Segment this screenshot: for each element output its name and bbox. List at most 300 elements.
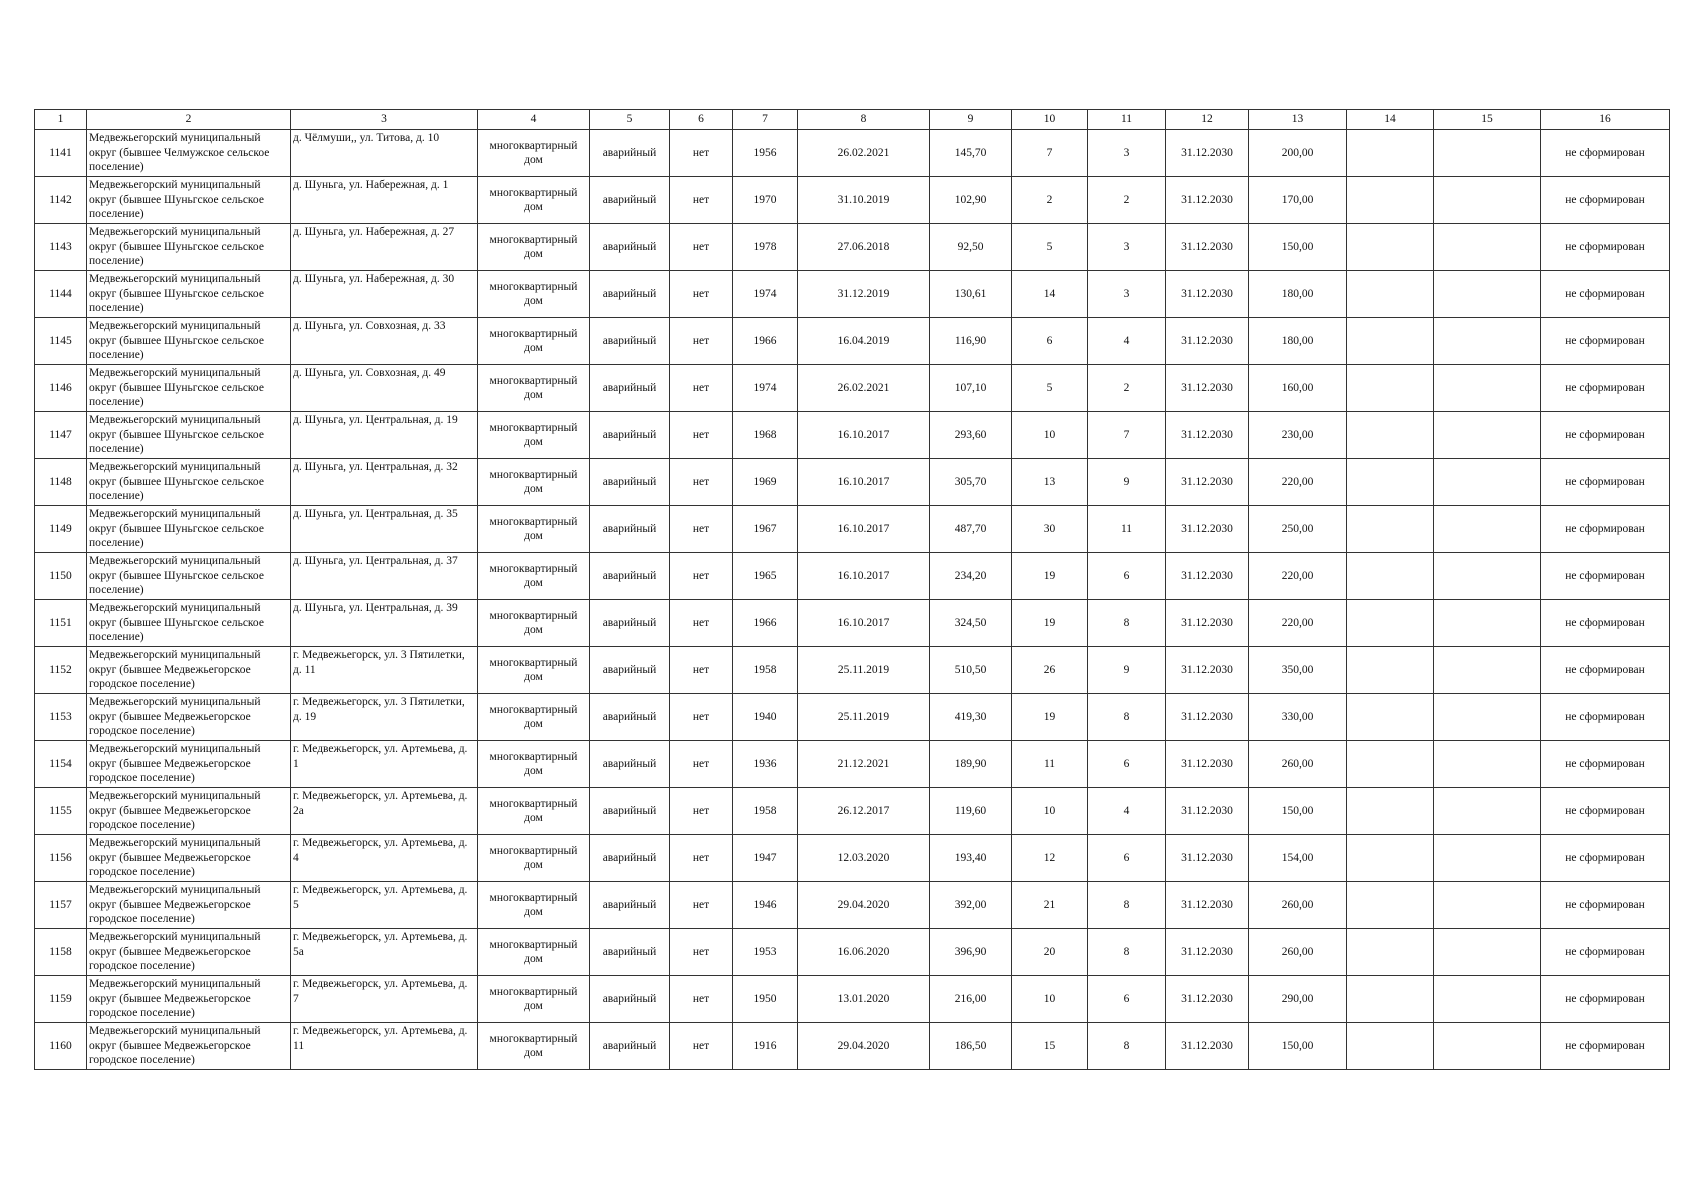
cell-status: не сформирован: [1541, 506, 1670, 553]
cell-resettlement-deadline: 31.12.2030: [1166, 882, 1249, 929]
column-header: 3: [291, 110, 478, 130]
cell-residents: 10: [1012, 412, 1088, 459]
column-header: 7: [733, 110, 798, 130]
cell-municipality: Медвежьегорский муниципальный округ (бывшее Шуньгское сельское поселение): [87, 271, 291, 318]
cell-col-15: [1434, 506, 1541, 553]
cell-row-number: 1142: [35, 177, 87, 224]
cell-municipality: Медвежьегорский муниципальный округ (бывшее Медвежьегорское городское поселение): [87, 976, 291, 1023]
cell-status: не сформирован: [1541, 694, 1670, 741]
cell-flag: нет: [670, 177, 733, 224]
cell-area: 234,20: [930, 553, 1012, 600]
cell-resettlement-deadline: 31.12.2030: [1166, 976, 1249, 1023]
cell-col-15: [1434, 788, 1541, 835]
table-row: [35, 271, 1670, 318]
cell-col-15: [1434, 553, 1541, 600]
cell-building-type: многоквартирный дом: [478, 929, 590, 976]
cell-recognition-date: 16.10.2017: [798, 506, 930, 553]
table-row: [35, 835, 1670, 882]
cell-row-number: 1148: [35, 459, 87, 506]
cell-year-built: 1947: [733, 835, 798, 882]
cell-condition: аварийный: [590, 224, 670, 271]
cell-area: 392,00: [930, 882, 1012, 929]
cell-col-15: [1434, 224, 1541, 271]
cell-residents: 13: [1012, 459, 1088, 506]
cell-condition: аварийный: [590, 271, 670, 318]
cell-year-built: 1950: [733, 976, 798, 1023]
cell-municipality: Медвежьегорский муниципальный округ (бывшее Шуньгское сельское поселение): [87, 506, 291, 553]
cell-municipality: Медвежьегорский муниципальный округ (бывшее Шуньгское сельское поселение): [87, 365, 291, 412]
cell-flag: нет: [670, 318, 733, 365]
cell-residents: 19: [1012, 553, 1088, 600]
table-row: [35, 506, 1670, 553]
cell-municipality: Медвежьегорский муниципальный округ (бывшее Медвежьегорское городское поселение): [87, 929, 291, 976]
cell-recognition-date: 16.06.2020: [798, 929, 930, 976]
cell-apartments: 6: [1088, 976, 1166, 1023]
cell-year-built: 1968: [733, 412, 798, 459]
cell-area: 216,00: [930, 976, 1012, 1023]
table-row: [35, 647, 1670, 694]
cell-flag: нет: [670, 694, 733, 741]
cell-flag: нет: [670, 976, 733, 1023]
cell-col-15: [1434, 976, 1541, 1023]
housing-table: [34, 109, 1670, 1070]
table-row: [35, 459, 1670, 506]
cell-status: не сформирован: [1541, 788, 1670, 835]
cell-status: не сформирован: [1541, 318, 1670, 365]
cell-flag: нет: [670, 271, 733, 318]
cell-condition: аварийный: [590, 318, 670, 365]
table-row: [35, 741, 1670, 788]
column-header: 13: [1249, 110, 1347, 130]
cell-row-number: 1160: [35, 1023, 87, 1070]
cell-address: д. Шуньга, ул. Центральная, д. 37: [291, 553, 478, 600]
column-header: 12: [1166, 110, 1249, 130]
cell-resettlement-deadline: 31.12.2030: [1166, 177, 1249, 224]
cell-municipality: Медвежьегорский муниципальный округ (бывшее Медвежьегорское городское поселение): [87, 882, 291, 929]
cell-resettlement-deadline: 31.12.2030: [1166, 318, 1249, 365]
cell-status: не сформирован: [1541, 882, 1670, 929]
cell-address: д. Шуньга, ул. Центральная, д. 39: [291, 600, 478, 647]
cell-row-number: 1154: [35, 741, 87, 788]
cell-apartments: 3: [1088, 130, 1166, 177]
cell-address: г. Медвежьегорск, ул. Артемьева, д. 11: [291, 1023, 478, 1070]
cell-apartments: 4: [1088, 788, 1166, 835]
cell-apartments: 4: [1088, 318, 1166, 365]
cell-col-14: [1347, 365, 1434, 412]
cell-recognition-date: 21.12.2021: [798, 741, 930, 788]
cell-resettlement-deadline: 31.12.2030: [1166, 506, 1249, 553]
cell-area: 324,50: [930, 600, 1012, 647]
document-page: [34, 109, 1669, 1070]
cell-address: д. Шуньга, ул. Набережная, д. 30: [291, 271, 478, 318]
cell-municipality: Медвежьегорский муниципальный округ (бывшее Челмужское сельское поселение): [87, 130, 291, 177]
cell-col-14: [1347, 976, 1434, 1023]
cell-flag: нет: [670, 224, 733, 271]
cell-address: д. Шуньга, ул. Центральная, д. 32: [291, 459, 478, 506]
cell-cost: 160,00: [1249, 365, 1347, 412]
cell-status: не сформирован: [1541, 459, 1670, 506]
cell-col-15: [1434, 318, 1541, 365]
cell-cost: 150,00: [1249, 788, 1347, 835]
cell-year-built: 1966: [733, 318, 798, 365]
column-header: 10: [1012, 110, 1088, 130]
cell-col-14: [1347, 600, 1434, 647]
cell-building-type: многоквартирный дом: [478, 506, 590, 553]
cell-row-number: 1150: [35, 553, 87, 600]
cell-area: 186,50: [930, 1023, 1012, 1070]
cell-flag: нет: [670, 929, 733, 976]
cell-building-type: многоквартирный дом: [478, 882, 590, 929]
cell-row-number: 1147: [35, 412, 87, 459]
cell-condition: аварийный: [590, 553, 670, 600]
cell-row-number: 1141: [35, 130, 87, 177]
table-row: [35, 412, 1670, 459]
cell-recognition-date: 16.10.2017: [798, 553, 930, 600]
column-header: 4: [478, 110, 590, 130]
cell-col-14: [1347, 506, 1434, 553]
cell-residents: 7: [1012, 130, 1088, 177]
cell-row-number: 1146: [35, 365, 87, 412]
cell-building-type: многоквартирный дом: [478, 553, 590, 600]
cell-address: г. Медвежьегорск, ул. Артемьева, д. 1: [291, 741, 478, 788]
table-row: [35, 976, 1670, 1023]
cell-status: не сформирован: [1541, 177, 1670, 224]
cell-resettlement-deadline: 31.12.2030: [1166, 553, 1249, 600]
cell-cost: 220,00: [1249, 600, 1347, 647]
cell-col-14: [1347, 694, 1434, 741]
table-body: [35, 130, 1670, 1070]
cell-building-type: многоквартирный дом: [478, 741, 590, 788]
cell-status: не сформирован: [1541, 1023, 1670, 1070]
cell-resettlement-deadline: 31.12.2030: [1166, 929, 1249, 976]
cell-address: г. Медвежьегорск, ул. Артемьева, д. 7: [291, 976, 478, 1023]
cell-flag: нет: [670, 130, 733, 177]
cell-condition: аварийный: [590, 506, 670, 553]
cell-apartments: 6: [1088, 553, 1166, 600]
cell-col-15: [1434, 929, 1541, 976]
cell-apartments: 8: [1088, 882, 1166, 929]
cell-cost: 150,00: [1249, 224, 1347, 271]
cell-col-15: [1434, 694, 1541, 741]
cell-row-number: 1153: [35, 694, 87, 741]
cell-row-number: 1158: [35, 929, 87, 976]
cell-col-14: [1347, 741, 1434, 788]
cell-building-type: многоквартирный дом: [478, 224, 590, 271]
cell-condition: аварийный: [590, 741, 670, 788]
cell-recognition-date: 27.06.2018: [798, 224, 930, 271]
cell-condition: аварийный: [590, 976, 670, 1023]
cell-municipality: Медвежьегорский муниципальный округ (бывшее Шуньгское сельское поселение): [87, 553, 291, 600]
cell-building-type: многоквартирный дом: [478, 788, 590, 835]
cell-status: не сформирован: [1541, 835, 1670, 882]
cell-flag: нет: [670, 412, 733, 459]
cell-apartments: 11: [1088, 506, 1166, 553]
cell-year-built: 1970: [733, 177, 798, 224]
cell-apartments: 8: [1088, 694, 1166, 741]
cell-col-14: [1347, 1023, 1434, 1070]
cell-year-built: 1965: [733, 553, 798, 600]
cell-address: г. Медвежьегорск, ул. 3 Пятилетки, д. 19: [291, 694, 478, 741]
cell-year-built: 1940: [733, 694, 798, 741]
cell-resettlement-deadline: 31.12.2030: [1166, 1023, 1249, 1070]
cell-condition: аварийный: [590, 929, 670, 976]
cell-cost: 150,00: [1249, 1023, 1347, 1070]
cell-condition: аварийный: [590, 130, 670, 177]
cell-area: 293,60: [930, 412, 1012, 459]
cell-residents: 30: [1012, 506, 1088, 553]
cell-apartments: 6: [1088, 741, 1166, 788]
cell-cost: 260,00: [1249, 741, 1347, 788]
cell-status: не сформирован: [1541, 365, 1670, 412]
cell-col-14: [1347, 882, 1434, 929]
cell-recognition-date: 26.02.2021: [798, 130, 930, 177]
cell-cost: 250,00: [1249, 506, 1347, 553]
cell-area: 102,90: [930, 177, 1012, 224]
cell-municipality: Медвежьегорский муниципальный округ (бывшее Шуньгское сельское поселение): [87, 412, 291, 459]
cell-recognition-date: 25.11.2019: [798, 694, 930, 741]
cell-resettlement-deadline: 31.12.2030: [1166, 741, 1249, 788]
cell-address: д. Шуньга, ул. Центральная, д. 35: [291, 506, 478, 553]
cell-recognition-date: 25.11.2019: [798, 647, 930, 694]
cell-address: г. Медвежьегорск, ул. 3 Пятилетки, д. 11: [291, 647, 478, 694]
cell-municipality: Медвежьегорский муниципальный округ (бывшее Медвежьегорское городское поселение): [87, 835, 291, 882]
cell-status: не сформирован: [1541, 647, 1670, 694]
cell-col-14: [1347, 271, 1434, 318]
cell-cost: 200,00: [1249, 130, 1347, 177]
cell-row-number: 1156: [35, 835, 87, 882]
cell-area: 116,90: [930, 318, 1012, 365]
cell-cost: 220,00: [1249, 459, 1347, 506]
cell-recognition-date: 16.04.2019: [798, 318, 930, 365]
cell-year-built: 1953: [733, 929, 798, 976]
cell-year-built: 1974: [733, 271, 798, 318]
cell-flag: нет: [670, 365, 733, 412]
cell-cost: 170,00: [1249, 177, 1347, 224]
column-header: 14: [1347, 110, 1434, 130]
cell-recognition-date: 29.04.2020: [798, 882, 930, 929]
cell-residents: 10: [1012, 788, 1088, 835]
cell-address: д. Шуньга, ул. Совхозная, д. 33: [291, 318, 478, 365]
cell-resettlement-deadline: 31.12.2030: [1166, 271, 1249, 318]
cell-address: д. Шуньга, ул. Набережная, д. 1: [291, 177, 478, 224]
cell-address: г. Медвежьегорск, ул. Артемьева, д. 2а: [291, 788, 478, 835]
table-row: [35, 224, 1670, 271]
cell-cost: 290,00: [1249, 976, 1347, 1023]
cell-col-14: [1347, 835, 1434, 882]
cell-col-14: [1347, 788, 1434, 835]
cell-year-built: 1946: [733, 882, 798, 929]
cell-resettlement-deadline: 31.12.2030: [1166, 412, 1249, 459]
cell-residents: 19: [1012, 694, 1088, 741]
cell-resettlement-deadline: 31.12.2030: [1166, 600, 1249, 647]
cell-resettlement-deadline: 31.12.2030: [1166, 459, 1249, 506]
cell-condition: аварийный: [590, 412, 670, 459]
cell-residents: 20: [1012, 929, 1088, 976]
cell-residents: 19: [1012, 600, 1088, 647]
cell-area: 130,61: [930, 271, 1012, 318]
cell-recognition-date: 16.10.2017: [798, 600, 930, 647]
cell-status: не сформирован: [1541, 976, 1670, 1023]
cell-cost: 180,00: [1249, 271, 1347, 318]
column-header: 16: [1541, 110, 1670, 130]
cell-municipality: Медвежьегорский муниципальный округ (бывшее Шуньгское сельское поселение): [87, 177, 291, 224]
cell-resettlement-deadline: 31.12.2030: [1166, 694, 1249, 741]
cell-address: д. Чёлмуши,, ул. Титова, д. 10: [291, 130, 478, 177]
cell-status: не сформирован: [1541, 271, 1670, 318]
cell-residents: 26: [1012, 647, 1088, 694]
cell-col-14: [1347, 130, 1434, 177]
cell-flag: нет: [670, 835, 733, 882]
cell-cost: 220,00: [1249, 553, 1347, 600]
cell-row-number: 1155: [35, 788, 87, 835]
cell-year-built: 1966: [733, 600, 798, 647]
cell-area: 92,50: [930, 224, 1012, 271]
table-row: [35, 882, 1670, 929]
cell-row-number: 1143: [35, 224, 87, 271]
table-header: [35, 110, 1670, 130]
table-row: [35, 788, 1670, 835]
cell-resettlement-deadline: 31.12.2030: [1166, 835, 1249, 882]
cell-residents: 15: [1012, 1023, 1088, 1070]
cell-apartments: 9: [1088, 459, 1166, 506]
cell-apartments: 3: [1088, 224, 1166, 271]
cell-apartments: 6: [1088, 835, 1166, 882]
cell-residents: 5: [1012, 224, 1088, 271]
cell-area: 119,60: [930, 788, 1012, 835]
cell-year-built: 1974: [733, 365, 798, 412]
cell-condition: аварийный: [590, 177, 670, 224]
cell-area: 419,30: [930, 694, 1012, 741]
cell-status: не сформирован: [1541, 553, 1670, 600]
cell-col-15: [1434, 130, 1541, 177]
cell-col-15: [1434, 882, 1541, 929]
cell-building-type: многоквартирный дом: [478, 365, 590, 412]
cell-resettlement-deadline: 31.12.2030: [1166, 130, 1249, 177]
cell-residents: 12: [1012, 835, 1088, 882]
cell-recognition-date: 16.10.2017: [798, 412, 930, 459]
table-row: [35, 1023, 1670, 1070]
cell-status: не сформирован: [1541, 741, 1670, 788]
cell-address: д. Шуньга, ул. Совхозная, д. 49: [291, 365, 478, 412]
table-row: [35, 365, 1670, 412]
cell-municipality: Медвежьегорский муниципальный округ (бывшее Медвежьегорское городское поселение): [87, 694, 291, 741]
table-row: [35, 553, 1670, 600]
column-header: 11: [1088, 110, 1166, 130]
cell-col-14: [1347, 553, 1434, 600]
cell-year-built: 1958: [733, 647, 798, 694]
cell-recognition-date: 26.02.2021: [798, 365, 930, 412]
cell-recognition-date: 12.03.2020: [798, 835, 930, 882]
cell-municipality: Медвежьегорский муниципальный округ (бывшее Шуньгское сельское поселение): [87, 459, 291, 506]
cell-condition: аварийный: [590, 835, 670, 882]
cell-row-number: 1159: [35, 976, 87, 1023]
cell-row-number: 1157: [35, 882, 87, 929]
cell-flag: нет: [670, 647, 733, 694]
table-row: [35, 130, 1670, 177]
cell-area: 193,40: [930, 835, 1012, 882]
cell-flag: нет: [670, 459, 733, 506]
cell-recognition-date: 16.10.2017: [798, 459, 930, 506]
cell-status: не сформирован: [1541, 929, 1670, 976]
cell-address: г. Медвежьегорск, ул. Артемьева, д. 5а: [291, 929, 478, 976]
cell-cost: 260,00: [1249, 882, 1347, 929]
cell-resettlement-deadline: 31.12.2030: [1166, 788, 1249, 835]
cell-condition: аварийный: [590, 600, 670, 647]
cell-year-built: 1978: [733, 224, 798, 271]
cell-area: 305,70: [930, 459, 1012, 506]
cell-status: не сформирован: [1541, 130, 1670, 177]
cell-row-number: 1144: [35, 271, 87, 318]
cell-building-type: многоквартирный дом: [478, 976, 590, 1023]
cell-residents: 6: [1012, 318, 1088, 365]
cell-flag: нет: [670, 506, 733, 553]
cell-area: 510,50: [930, 647, 1012, 694]
cell-municipality: Медвежьегорский муниципальный округ (бывшее Медвежьегорское городское поселение): [87, 741, 291, 788]
cell-col-15: [1434, 177, 1541, 224]
cell-municipality: Медвежьегорский муниципальный округ (бывшее Шуньгское сельское поселение): [87, 600, 291, 647]
cell-municipality: Медвежьегорский муниципальный округ (бывшее Шуньгское сельское поселение): [87, 318, 291, 365]
column-header: 5: [590, 110, 670, 130]
cell-condition: аварийный: [590, 882, 670, 929]
cell-area: 189,90: [930, 741, 1012, 788]
cell-row-number: 1152: [35, 647, 87, 694]
column-header: 15: [1434, 110, 1541, 130]
cell-apartments: 7: [1088, 412, 1166, 459]
cell-building-type: многоквартирный дом: [478, 694, 590, 741]
cell-col-15: [1434, 271, 1541, 318]
cell-address: г. Медвежьегорск, ул. Артемьева, д. 5: [291, 882, 478, 929]
cell-municipality: Медвежьегорский муниципальный округ (бывшее Медвежьегорское городское поселение): [87, 647, 291, 694]
cell-condition: аварийный: [590, 1023, 670, 1070]
cell-condition: аварийный: [590, 459, 670, 506]
cell-col-14: [1347, 929, 1434, 976]
cell-residents: 2: [1012, 177, 1088, 224]
cell-building-type: многоквартирный дом: [478, 835, 590, 882]
cell-col-15: [1434, 600, 1541, 647]
cell-apartments: 2: [1088, 177, 1166, 224]
cell-area: 107,10: [930, 365, 1012, 412]
cell-col-15: [1434, 647, 1541, 694]
column-header: 2: [87, 110, 291, 130]
cell-residents: 21: [1012, 882, 1088, 929]
cell-apartments: 8: [1088, 929, 1166, 976]
cell-col-14: [1347, 224, 1434, 271]
cell-address: д. Шуньга, ул. Набережная, д. 27: [291, 224, 478, 271]
cell-cost: 180,00: [1249, 318, 1347, 365]
cell-municipality: Медвежьегорский муниципальный округ (бывшее Медвежьегорское городское поселение): [87, 788, 291, 835]
table-row: [35, 694, 1670, 741]
cell-condition: аварийный: [590, 788, 670, 835]
cell-col-15: [1434, 835, 1541, 882]
cell-building-type: многоквартирный дом: [478, 647, 590, 694]
cell-col-15: [1434, 1023, 1541, 1070]
cell-status: не сформирован: [1541, 412, 1670, 459]
table-row: [35, 318, 1670, 365]
cell-address: г. Медвежьегорск, ул. Артемьева, д. 4: [291, 835, 478, 882]
cell-area: 396,90: [930, 929, 1012, 976]
cell-col-15: [1434, 459, 1541, 506]
cell-building-type: многоквартирный дом: [478, 271, 590, 318]
column-header: 6: [670, 110, 733, 130]
cell-building-type: многоквартирный дом: [478, 318, 590, 365]
cell-residents: 14: [1012, 271, 1088, 318]
cell-condition: аварийный: [590, 694, 670, 741]
cell-resettlement-deadline: 31.12.2030: [1166, 224, 1249, 271]
cell-recognition-date: 29.04.2020: [798, 1023, 930, 1070]
cell-cost: 260,00: [1249, 929, 1347, 976]
cell-row-number: 1145: [35, 318, 87, 365]
cell-address: д. Шуньга, ул. Центральная, д. 19: [291, 412, 478, 459]
